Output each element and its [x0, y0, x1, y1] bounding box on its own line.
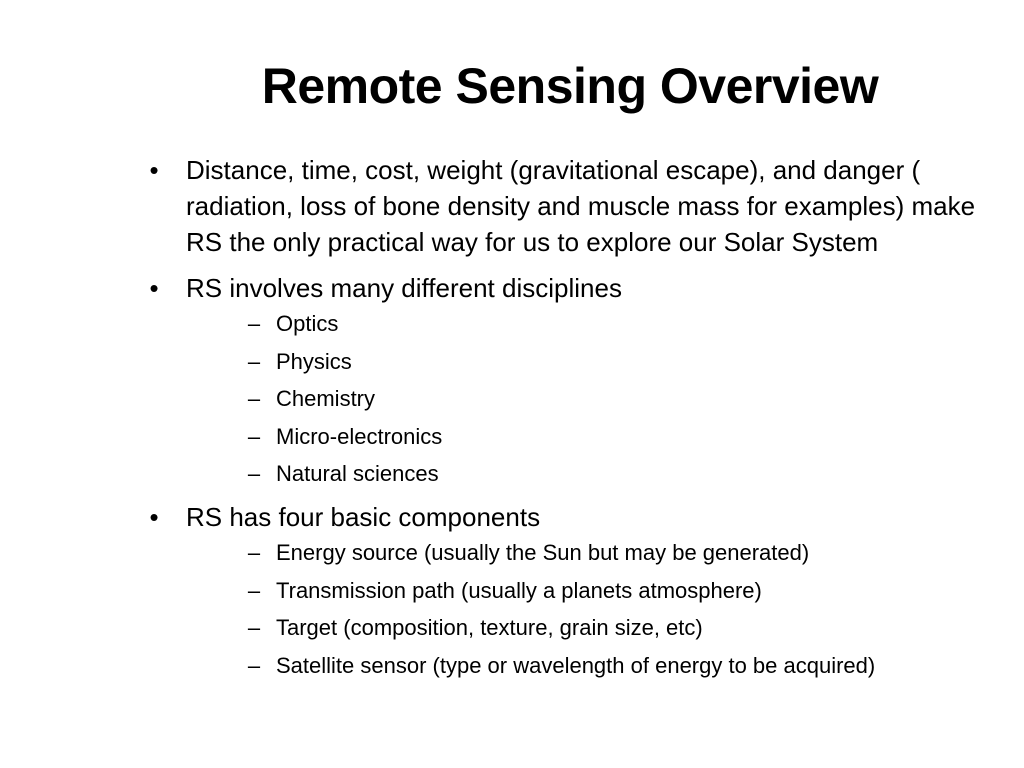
- sub-item-text: Transmission path (usually a planets atmosphere): [276, 577, 762, 603]
- dash-icon: –: [247, 652, 261, 678]
- sub-item-text: Satellite sensor (type or wavelength of energy to be acquired): [276, 652, 876, 678]
- dash-icon: –: [247, 461, 261, 486]
- sub-item-text: Physics: [276, 348, 352, 374]
- dash-icon: –: [247, 577, 261, 603]
- dash-icon: –: [247, 540, 261, 565]
- sub-item-text: Target (composition, texture, grain size, etc): [276, 615, 703, 640]
- dash-icon: –: [247, 423, 261, 449]
- dash-icon: –: [247, 386, 261, 411]
- bullet-text: Distance, time, cost, weight (gravitational escape), and danger ( radiation, loss of bone density and muscle mass for examples) make RS the only practical way for us to explore our Solar System: [186, 155, 976, 257]
- bullet-dot-icon: •: [149, 155, 159, 185]
- sub-item: [186, 613, 990, 643]
- sub-item-text: Natural sciences: [276, 461, 439, 486]
- bullet-text: RS has four basic components: [186, 502, 541, 532]
- dash-icon: –: [247, 615, 261, 640]
- sub-item: [186, 538, 990, 568]
- sub-item: [186, 347, 990, 377]
- bullet-item: [140, 270, 990, 489]
- slide-content: [140, 152, 990, 691]
- bullet-dot-icon: •: [149, 273, 159, 303]
- sub-item: [186, 384, 990, 414]
- bullet-text: RS involves many different disciplines: [186, 273, 622, 303]
- sub-item: [186, 651, 990, 681]
- sub-item-text: Energy source (usually the Sun but may be generated): [276, 540, 810, 565]
- dash-icon: –: [247, 348, 261, 374]
- sub-item: [186, 459, 990, 489]
- sub-item: [186, 576, 990, 606]
- slide-title: Remote Sensing Overview: [261, 58, 879, 114]
- bullet-item: [140, 152, 990, 260]
- bullet-item: [140, 499, 990, 681]
- sub-item: [186, 422, 990, 452]
- sub-item-text: Optics: [276, 311, 339, 336]
- sub-list: [186, 538, 990, 681]
- bullet-dot-icon: •: [149, 502, 159, 532]
- sub-item-text: Chemistry: [276, 386, 376, 411]
- sub-list: [186, 309, 990, 489]
- sub-item: [186, 309, 990, 339]
- dash-icon: –: [247, 311, 261, 336]
- sub-item-text: Micro-electronics: [276, 423, 443, 449]
